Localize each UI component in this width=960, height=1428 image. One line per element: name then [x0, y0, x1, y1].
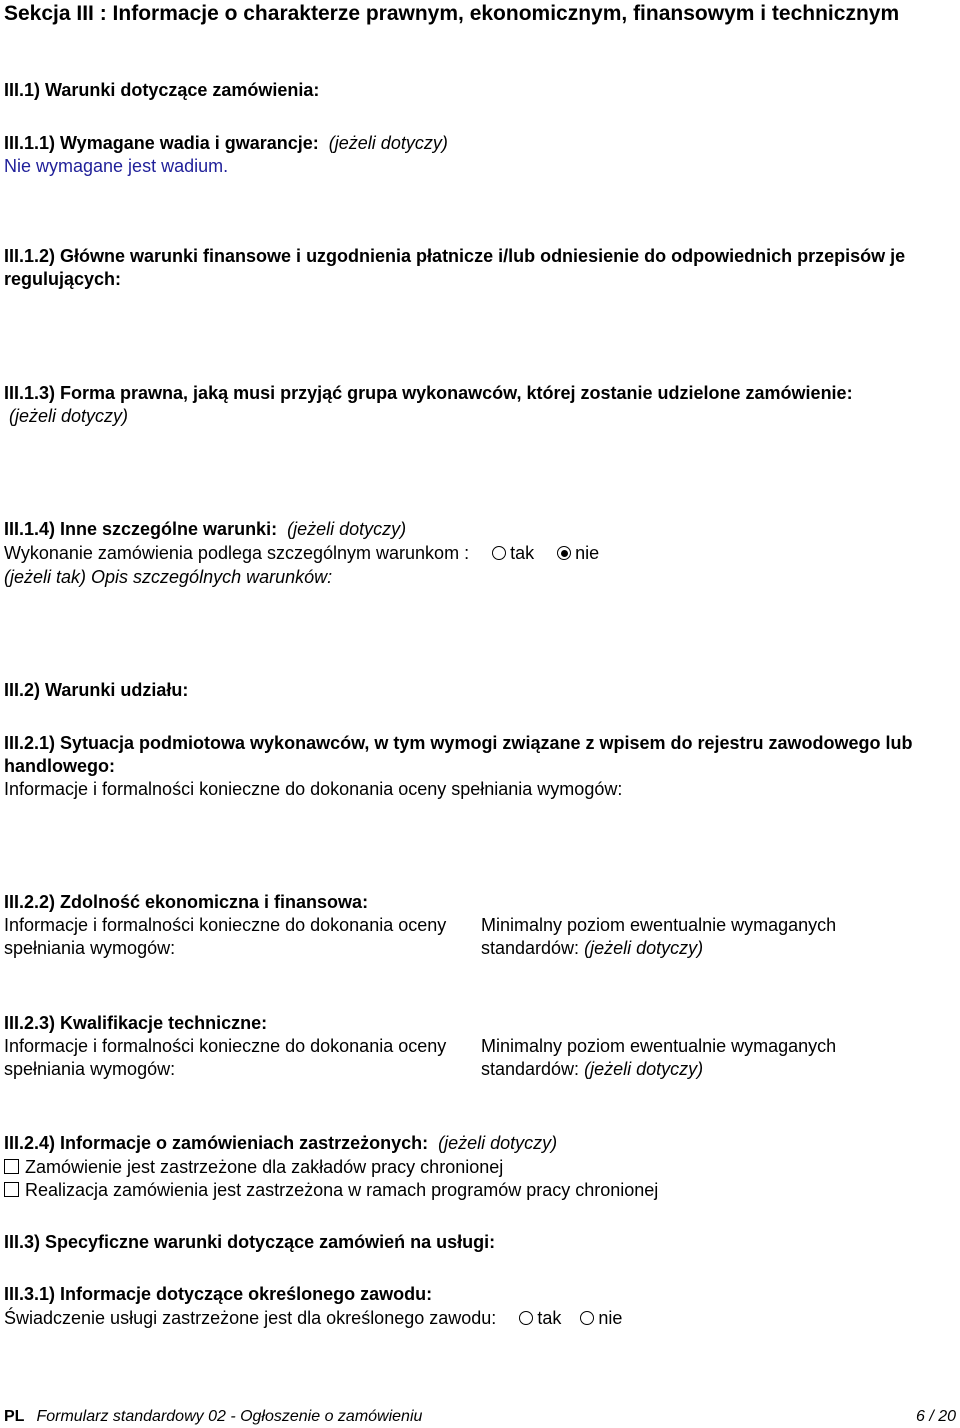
wadium-value: Nie wymagane jest wadium.	[4, 156, 229, 176]
III-2-2-left-line1: Informacje i formalności konieczne do dokonania oceny	[4, 915, 447, 935]
footer-page-number: 6 / 20	[915, 1408, 956, 1425]
heading-III-1-2: III.1.2) Główne warunki finansowe i uzgodnienia płatnicze i/lub odniesienie do odpowiednich przepisów je regulujących:	[4, 246, 906, 289]
radio-nie-icon[interactable]	[580, 1311, 594, 1325]
radio-tak-label: tak	[510, 543, 535, 563]
radio-nie-selected-icon[interactable]	[557, 546, 571, 560]
III-2-2-left-line2: spełniania wymogów:	[4, 938, 176, 958]
footer-form: Formularz standardowy 02 - Ogłoszenie o zamówieniu	[36, 1408, 423, 1425]
radio-tak-icon[interactable]	[492, 546, 506, 560]
III-2-3-left-line2: spełniania wymogów:	[4, 1059, 176, 1079]
footer	[4, 1407, 956, 1427]
special-conditions-description: (jeżeli tak) Opis szczególnych warunków:	[4, 567, 333, 587]
heading-III-1: III.1) Warunki dotyczące zamówienia:	[4, 80, 320, 100]
III-2-2-right-line2: standardów: (jeżeli dotyczy)	[481, 938, 704, 958]
III-2-1-info: Informacje i formalności konieczne do dokonania oceny spełniania wymogów:	[4, 779, 623, 799]
radio-tak-icon[interactable]	[519, 1311, 533, 1325]
heading-III-2-4: III.2.4) Informacje o zamówieniach zastrzeżonych: (jeżeli dotyczy)	[4, 1133, 558, 1153]
III-2-2-right-line1: Minimalny poziom ewentualnie wymaganych	[481, 915, 837, 935]
III-2-3-right-line2: standardów: (jeżeli dotyczy)	[481, 1059, 704, 1079]
special-conditions-row	[4, 542, 599, 565]
footer-lang: PL	[4, 1408, 25, 1425]
radio-nie-label: nie	[598, 1308, 623, 1328]
heading-III-1-4: III.1.4) Inne szczególne warunki: (jeżeli dotyczy)	[4, 519, 407, 539]
reserved-checkbox-2-row[interactable]: Realizacja zamówienia jest zastrzeżona w ramach programów pracy chronionej	[4, 1179, 658, 1202]
heading-III-2: III.2) Warunki udziału:	[4, 680, 189, 700]
special-conditions-question: Wykonanie zamówienia podlega szczególnym warunkom :	[4, 543, 470, 563]
profession-question: Świadczenie usługi zastrzeżone jest dla określonego zawodu:	[4, 1308, 497, 1328]
heading-III-2-2: III.2.2) Zdolność ekonomiczna i finansowa:	[4, 892, 369, 912]
heading-III-1-1: III.1.1) Wymagane wadia i gwarancje: (jeżeli dotyczy)	[4, 133, 448, 153]
reserved-checkbox-1-row[interactable]: Zamówienie jest zastrzeżone dla zakładów pracy chronionej	[4, 1156, 503, 1179]
radio-nie-label: nie	[575, 543, 600, 563]
heading-III-2-1: III.2.1) Sytuacja podmiotowa wykonawców, w tym wymogi związane z wpisem do rejestru zawodowego lub handlowego:	[4, 733, 913, 776]
checkbox-icon[interactable]	[4, 1182, 19, 1197]
heading-III-2-3: III.2.3) Kwalifikacje techniczne:	[4, 1013, 268, 1033]
checkbox-icon[interactable]	[4, 1159, 19, 1174]
III-2-3-right-line1: Minimalny poziom ewentualnie wymaganych	[481, 1036, 837, 1056]
profession-row	[4, 1307, 622, 1330]
heading-III-3-1: III.3.1) Informacje dotyczące określonego zawodu:	[4, 1284, 433, 1304]
III-2-3-left-line1: Informacje i formalności konieczne do dokonania oceny	[4, 1036, 447, 1056]
heading-III-3: III.3) Specyficzne warunki dotyczące zamówień na usługi:	[4, 1232, 496, 1252]
heading-III-1-3: III.1.3) Forma prawna, jaką musi przyjąć grupa wykonawców, której zostanie udzielone zamówienie: (jeżeli dotyczy)	[4, 383, 853, 426]
section-title: Sekcja III : Informacje o charakterze prawnym, ekonomicznym, finansowym i technicznym	[4, 2, 900, 25]
radio-tak-label: tak	[537, 1308, 562, 1328]
